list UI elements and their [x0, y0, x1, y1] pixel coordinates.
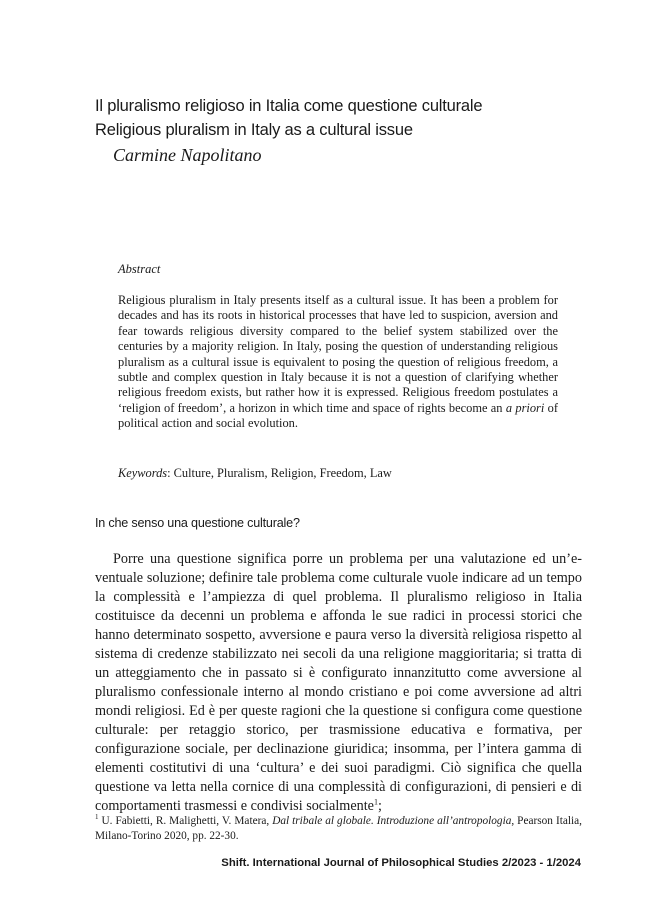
abstract-text-part2: of political action and social evolution. — [118, 400, 558, 431]
italian-title: Il pluralismo religioso in Italia come questione culturale — [95, 97, 483, 115]
keywords-label: Keywords — [118, 466, 168, 480]
footnote-reference[interactable]: 1 — [373, 797, 378, 807]
paragraph-tail: ; — [377, 798, 382, 814]
body-paragraph — [95, 550, 582, 816]
paragraph-text: Porre una questione significa porre un problema per una valutazione ed un’eventuale soluzione; definire tale problema come culturale vuole indicare ad un tempo la complessità e l’ampiezza di quel problema. Il pluralismo religioso in Italia costituisce da decenni un problema e affonda le sue radici in processi storici che hanno determinato sospetto, avversione e paura verso la diversità religiosa rispetto al sistema di credenze stabilizzato nei secoli da una religione maggioritaria; si tratta di un atteggiamento che in passato si è configurato innanzitutto come avversione al pluralismo confessionale interno al mondo cristiano e poi come avversione ad altri mondi religiosi. Ed è per queste ragioni che la questione si configura come questione culturale: per retaggio storico, per trasmissione educativa e formativa, per configurazione sociale, per declinazione giuridica; insomma, per l’intera gamma di elementi costitutivi di una ‘cultura’ e dei suoi paradigmi. Ciò significa che quella questione va letta nella cornice di una complessità di configurazioni, di pensieri e di comportamenti trasmessi e condivisi socialmente — [95, 551, 582, 814]
keywords-line — [118, 466, 558, 481]
abstract-italic-term: a priori — [505, 400, 545, 415]
footnote-text-part2: , Pearson Italia, Milano-Torino 2020, pp. 22-30. — [95, 815, 582, 842]
abstract-label: Abstract — [118, 262, 161, 276]
footnote — [95, 814, 582, 844]
abstract-text-part1: Religious pluralism in Italy presents itself as a cultural issue. It has been a problem for decades and has its roots in historical processes that have led to suspicion, aversion and fear towards religious diversity compared to the belief system stabilized over the centuries by a majority religion. In Italy, posing the question of understanding religious pluralism as a cultural issue is equivalent to posing the question of religious freedom, a subtle and complex question in Italy because it is not a question of clarifying whether religious freedom exists, but rather how it is expressed. Religious freedom postulates a ‘religion of freedom’, a horizon in which time and space of rights become an — [118, 293, 558, 415]
footnote-book-title: Dal tribale al globale. Introduzione all’antropologia — [272, 815, 512, 827]
footnote-text-part1: U. Fabietti, R. Malighetti, V. Matera, — [98, 815, 273, 827]
keywords-list: : Culture, Pluralism, Religion, Freedom, Law — [167, 466, 392, 480]
english-title: Religious pluralism in Italy as a cultural issue — [95, 121, 413, 139]
abstract-body — [118, 293, 558, 432]
section-heading: In che senso una questione culturale? — [95, 516, 300, 530]
journal-footer: Shift. International Journal of Philosophical Studies 2/2023 - 1/2024 — [221, 857, 581, 869]
footnote-marker: 1 — [95, 813, 99, 822]
author-name: Carmine Napolitano — [113, 145, 262, 165]
